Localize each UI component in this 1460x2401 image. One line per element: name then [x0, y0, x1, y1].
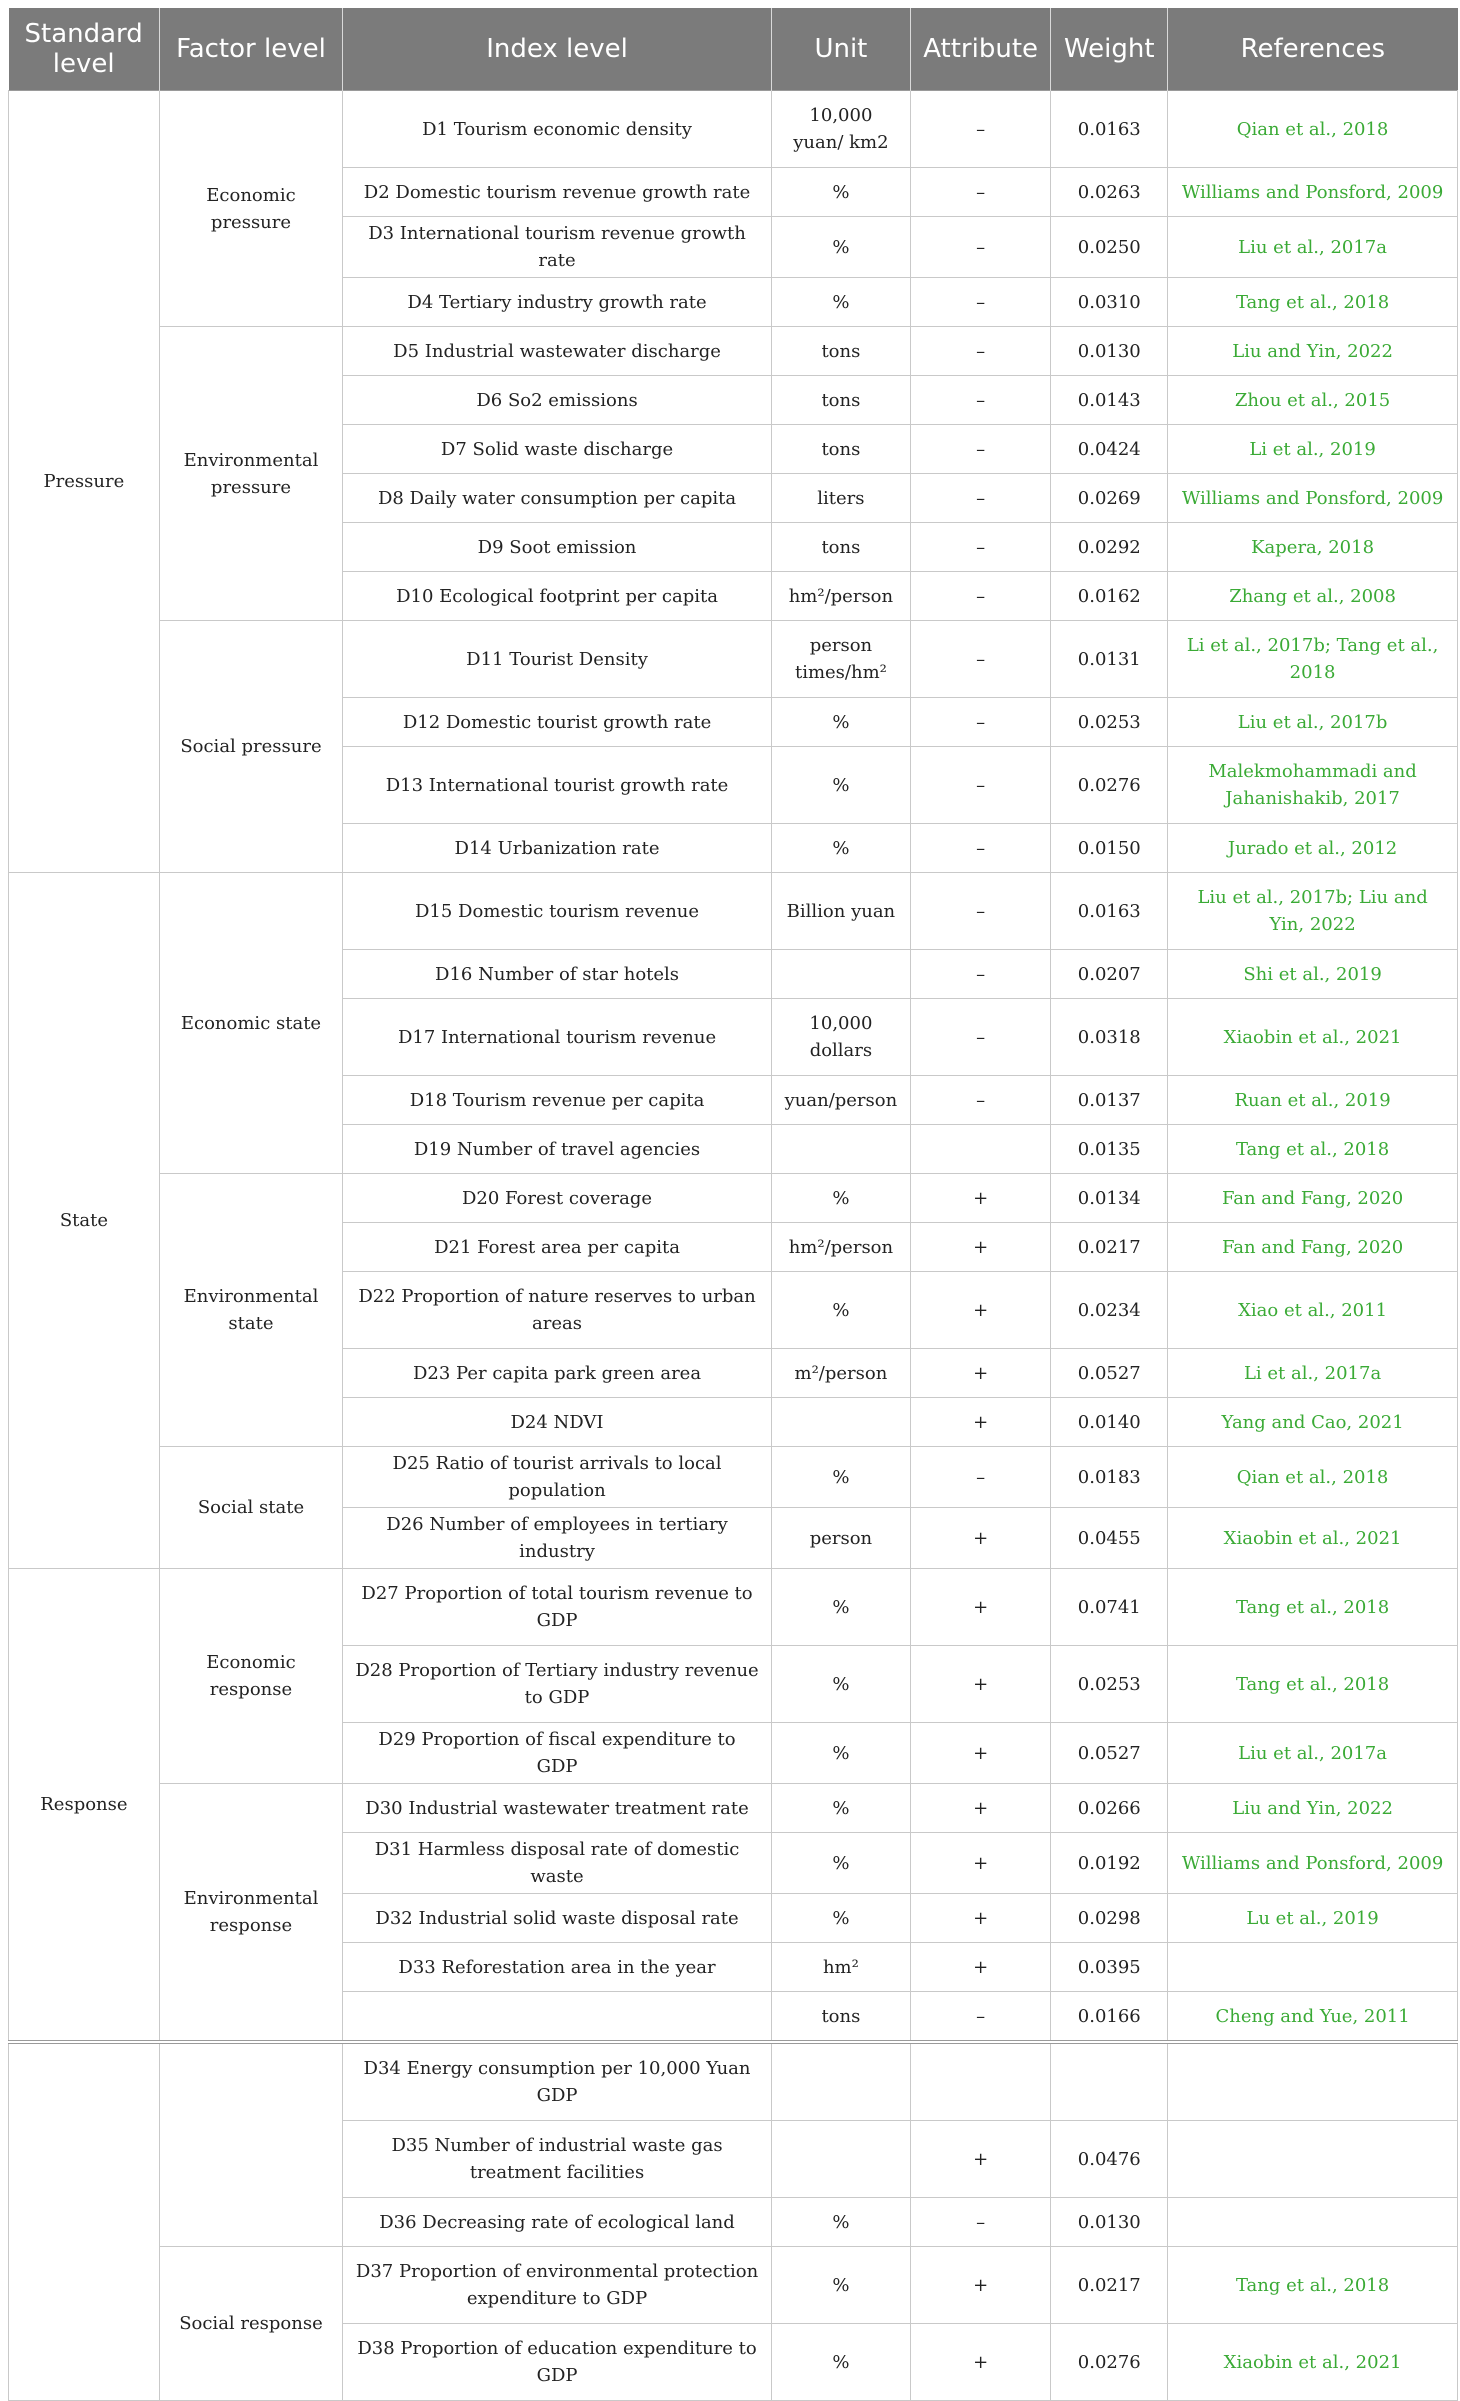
index-level-cell: D26 Number of employees in tertiary industry: [343, 1508, 772, 1569]
index-level-cell: D7 Solid waste discharge: [343, 425, 772, 474]
factor-level-cell: Economic response: [159, 1569, 342, 1784]
header-standard-level: Standard level: [9, 8, 160, 91]
index-level-cell: D12 Domestic tourist growth rate: [343, 698, 772, 747]
unit-cell: %: [771, 2247, 910, 2324]
reference-cell: Xiaobin et al., 2021: [1168, 1508, 1458, 1569]
attribute-cell: –: [910, 2198, 1050, 2247]
index-level-cell: D19 Number of travel agencies: [343, 1125, 772, 1174]
weight-cell: 0.0163: [1051, 91, 1168, 168]
unit-cell: tons: [771, 376, 910, 425]
attribute-cell: –: [910, 999, 1050, 1076]
weight-cell: 0.0131: [1051, 621, 1168, 698]
unit-cell: [771, 2121, 910, 2198]
header-row: [9, 8, 1458, 91]
factor-level-cell: Environmental state: [159, 1174, 342, 1447]
unit-cell: tons: [771, 425, 910, 474]
unit-cell: %: [771, 278, 910, 327]
unit-cell: %: [771, 2324, 910, 2401]
weight-cell: 0.0298: [1051, 1894, 1168, 1943]
reference-cell: Tang et al., 2018: [1168, 278, 1458, 327]
attribute-cell: –: [910, 621, 1050, 698]
unit-cell: %: [771, 1784, 910, 1833]
unit-cell: %: [771, 1447, 910, 1508]
standard-level-cell: Response: [9, 1569, 160, 2043]
indicator-table-container: [8, 8, 1460, 2401]
factor-level-cell: [159, 2042, 342, 2247]
index-level-cell: D15 Domestic tourism revenue: [343, 873, 772, 950]
factor-level-cell: Economic pressure: [159, 91, 342, 327]
index-level-cell: D21 Forest area per capita: [343, 1223, 772, 1272]
factor-level-cell: Environmental pressure: [159, 327, 342, 621]
unit-cell: [771, 2042, 910, 2121]
index-level-cell: D16 Number of star hotels: [343, 950, 772, 999]
unit-cell: m²/person: [771, 1349, 910, 1398]
weight-cell: 0.0741: [1051, 1569, 1168, 1646]
attribute-cell: –: [910, 327, 1050, 376]
standard-level-cell: [9, 2042, 160, 2401]
weight-cell: 0.0266: [1051, 1784, 1168, 1833]
table-row: [9, 91, 1458, 168]
weight-cell: 0.0183: [1051, 1447, 1168, 1508]
reference-cell: Xiaobin et al., 2021: [1168, 2324, 1458, 2401]
weight-cell: 0.0263: [1051, 168, 1168, 217]
attribute-cell: [910, 2042, 1050, 2121]
attribute-cell: –: [910, 474, 1050, 523]
index-level-cell: D24 NDVI: [343, 1398, 772, 1447]
index-level-cell: D38 Proportion of education expenditure to GDP: [343, 2324, 772, 2401]
index-level-cell: D22 Proportion of nature reserves to urban areas: [343, 1272, 772, 1349]
reference-cell: Jurado et al., 2012: [1168, 824, 1458, 873]
header-factor-level: Factor level: [159, 8, 342, 91]
reference-cell: Liu et al., 2017b: [1168, 698, 1458, 747]
unit-cell: [771, 1125, 910, 1174]
table-row: [9, 1447, 1458, 1508]
attribute-cell: [910, 1125, 1050, 1174]
attribute-cell: –: [910, 217, 1050, 278]
index-level-cell: D37 Proportion of environmental protection expenditure to GDP: [343, 2247, 772, 2324]
reference-cell: Liu and Yin, 2022: [1168, 1784, 1458, 1833]
unit-cell: %: [771, 698, 910, 747]
unit-cell: person times/hm²: [771, 621, 910, 698]
reference-cell: Cheng and Yue, 2011: [1168, 1992, 1458, 2043]
weight-cell: 0.0395: [1051, 1943, 1168, 1992]
unit-cell: hm²/person: [771, 1223, 910, 1272]
reference-cell: Ruan et al., 2019: [1168, 1076, 1458, 1125]
index-level-cell: D23 Per capita park green area: [343, 1349, 772, 1398]
attribute-cell: +: [910, 2121, 1050, 2198]
index-level-cell: D25 Ratio of tourist arrivals to local population: [343, 1447, 772, 1508]
factor-level-cell: Environmental response: [159, 1784, 342, 2043]
index-level-cell: D17 International tourism revenue: [343, 999, 772, 1076]
table-row: [9, 1174, 1458, 1223]
table-row: [9, 1784, 1458, 1833]
reference-cell: [1168, 2042, 1458, 2121]
header-weight: Weight: [1051, 8, 1168, 91]
reference-cell: [1168, 1943, 1458, 1992]
attribute-cell: +: [910, 2247, 1050, 2324]
index-level-cell: D31 Harmless disposal rate of domestic waste: [343, 1833, 772, 1894]
unit-cell: hm²: [771, 1943, 910, 1992]
standard-level-cell: Pressure: [9, 91, 160, 873]
unit-cell: %: [771, 2198, 910, 2247]
weight-cell: 0.0424: [1051, 425, 1168, 474]
attribute-cell: –: [910, 698, 1050, 747]
attribute-cell: –: [910, 1992, 1050, 2043]
index-level-cell: D18 Tourism revenue per capita: [343, 1076, 772, 1125]
reference-cell: Lu et al., 2019: [1168, 1894, 1458, 1943]
unit-cell: [771, 950, 910, 999]
unit-cell: %: [771, 1723, 910, 1784]
header-references: References: [1168, 8, 1458, 91]
reference-cell: Williams and Ponsford, 2009: [1168, 474, 1458, 523]
attribute-cell: +: [910, 1569, 1050, 1646]
attribute-cell: –: [910, 824, 1050, 873]
weight-cell: 0.0527: [1051, 1723, 1168, 1784]
reference-cell: Tang et al., 2018: [1168, 1125, 1458, 1174]
factor-level-cell: Economic state: [159, 873, 342, 1174]
weight-cell: 0.0137: [1051, 1076, 1168, 1125]
attribute-cell: –: [910, 278, 1050, 327]
index-level-cell: D20 Forest coverage: [343, 1174, 772, 1223]
weight-cell: 0.0250: [1051, 217, 1168, 278]
reference-cell: Liu et al., 2017a: [1168, 217, 1458, 278]
unit-cell: %: [771, 1174, 910, 1223]
attribute-cell: +: [910, 1272, 1050, 1349]
attribute-cell: –: [910, 376, 1050, 425]
reference-cell: Malekmohammadi and Jahanishakib, 2017: [1168, 747, 1458, 824]
factor-level-cell: Social state: [159, 1447, 342, 1569]
table-row: [9, 327, 1458, 376]
weight-cell: 0.0217: [1051, 1223, 1168, 1272]
reference-cell: Yang and Cao, 2021: [1168, 1398, 1458, 1447]
index-level-cell: D5 Industrial wastewater discharge: [343, 327, 772, 376]
index-level-cell: D30 Industrial wastewater treatment rate: [343, 1784, 772, 1833]
attribute-cell: +: [910, 1174, 1050, 1223]
index-level-cell: D33 Reforestation area in the year: [343, 1943, 772, 1992]
reference-cell: Zhou et al., 2015: [1168, 376, 1458, 425]
reference-cell: Liu et al., 2017b; Liu and Yin, 2022: [1168, 873, 1458, 950]
reference-cell: [1168, 2121, 1458, 2198]
reference-cell: Fan and Fang, 2020: [1168, 1223, 1458, 1272]
weight-cell: 0.0310: [1051, 278, 1168, 327]
weight-cell: 0.0276: [1051, 2324, 1168, 2401]
index-level-cell: D4 Tertiary industry growth rate: [343, 278, 772, 327]
index-level-cell: D32 Industrial solid waste disposal rate: [343, 1894, 772, 1943]
unit-cell: %: [771, 824, 910, 873]
index-level-cell: D6 So2 emissions: [343, 376, 772, 425]
weight-cell: 0.0130: [1051, 327, 1168, 376]
attribute-cell: +: [910, 1508, 1050, 1569]
factor-level-cell: Social pressure: [159, 621, 342, 873]
attribute-cell: –: [910, 747, 1050, 824]
standard-level-cell: State: [9, 873, 160, 1569]
attribute-cell: +: [910, 1894, 1050, 1943]
attribute-cell: +: [910, 1784, 1050, 1833]
index-level-cell: D1 Tourism economic density: [343, 91, 772, 168]
attribute-cell: –: [910, 1076, 1050, 1125]
unit-cell: %: [771, 747, 910, 824]
weight-cell: 0.0292: [1051, 523, 1168, 572]
table-body: [9, 91, 1458, 2401]
header-unit: Unit: [771, 8, 910, 91]
weight-cell: 0.0192: [1051, 1833, 1168, 1894]
unit-cell: person: [771, 1508, 910, 1569]
index-level-cell: [343, 1992, 772, 2043]
index-level-cell: D36 Decreasing rate of ecological land: [343, 2198, 772, 2247]
index-level-cell: D10 Ecological footprint per capita: [343, 572, 772, 621]
weight-cell: 0.0166: [1051, 1992, 1168, 2043]
reference-cell: Qian et al., 2018: [1168, 91, 1458, 168]
weight-cell: 0.0476: [1051, 2121, 1168, 2198]
attribute-cell: –: [910, 425, 1050, 474]
index-level-cell: D29 Proportion of fiscal expenditure to GDP: [343, 1723, 772, 1784]
weight-cell: 0.0253: [1051, 698, 1168, 747]
weight-cell: 0.0276: [1051, 747, 1168, 824]
attribute-cell: +: [910, 1349, 1050, 1398]
header-index-level: Index level: [343, 8, 772, 91]
unit-cell: %: [771, 1569, 910, 1646]
attribute-cell: –: [910, 168, 1050, 217]
reference-cell: Williams and Ponsford, 2009: [1168, 168, 1458, 217]
reference-cell: Liu and Yin, 2022: [1168, 327, 1458, 376]
index-level-cell: D8 Daily water consumption per capita: [343, 474, 772, 523]
index-level-cell: D14 Urbanization rate: [343, 824, 772, 873]
unit-cell: 10,000 yuan/ km2: [771, 91, 910, 168]
reference-cell: Williams and Ponsford, 2009: [1168, 1833, 1458, 1894]
table-row: [9, 2247, 1458, 2324]
table-row: [9, 1569, 1458, 1646]
weight-cell: 0.0130: [1051, 2198, 1168, 2247]
attribute-cell: –: [910, 523, 1050, 572]
weight-cell: 0.0527: [1051, 1349, 1168, 1398]
unit-cell: hm²/person: [771, 572, 910, 621]
unit-cell: 10,000 dollars: [771, 999, 910, 1076]
unit-cell: %: [771, 1646, 910, 1723]
weight-cell: 0.0318: [1051, 999, 1168, 1076]
reference-cell: Xiaobin et al., 2021: [1168, 999, 1458, 1076]
unit-cell: liters: [771, 474, 910, 523]
weight-cell: 0.0162: [1051, 572, 1168, 621]
reference-cell: Tang et al., 2018: [1168, 2247, 1458, 2324]
attribute-cell: +: [910, 1398, 1050, 1447]
attribute-cell: +: [910, 1833, 1050, 1894]
reference-cell: Kapera, 2018: [1168, 523, 1458, 572]
weight-cell: 0.0207: [1051, 950, 1168, 999]
index-level-cell: D28 Proportion of Tertiary industry revenue to GDP: [343, 1646, 772, 1723]
index-level-cell: D35 Number of industrial waste gas treatment facilities: [343, 2121, 772, 2198]
attribute-cell: +: [910, 1943, 1050, 1992]
index-level-cell: D2 Domestic tourism revenue growth rate: [343, 168, 772, 217]
unit-cell: Billion yuan: [771, 873, 910, 950]
weight-cell: 0.0135: [1051, 1125, 1168, 1174]
reference-cell: Shi et al., 2019: [1168, 950, 1458, 999]
unit-cell: %: [771, 217, 910, 278]
unit-cell: tons: [771, 327, 910, 376]
reference-cell: [1168, 2198, 1458, 2247]
unit-cell: %: [771, 1894, 910, 1943]
attribute-cell: –: [910, 873, 1050, 950]
reference-cell: Xiao et al., 2011: [1168, 1272, 1458, 1349]
reference-cell: Tang et al., 2018: [1168, 1569, 1458, 1646]
factor-level-cell: Social response: [159, 2247, 342, 2401]
table-row: [9, 621, 1458, 698]
attribute-cell: –: [910, 950, 1050, 999]
attribute-cell: –: [910, 1447, 1050, 1508]
weight-cell: 0.0150: [1051, 824, 1168, 873]
index-level-cell: D34 Energy consumption per 10,000 Yuan GDP: [343, 2042, 772, 2121]
index-level-cell: D13 International tourist growth rate: [343, 747, 772, 824]
attribute-cell: +: [910, 2324, 1050, 2401]
attribute-cell: +: [910, 1723, 1050, 1784]
unit-cell: tons: [771, 523, 910, 572]
weight-cell: 0.0269: [1051, 474, 1168, 523]
weight-cell: 0.0163: [1051, 873, 1168, 950]
table-row: [9, 873, 1458, 950]
table-row: [9, 2042, 1458, 2121]
unit-cell: [771, 1398, 910, 1447]
unit-cell: %: [771, 168, 910, 217]
index-level-cell: D9 Soot emission: [343, 523, 772, 572]
unit-cell: %: [771, 1272, 910, 1349]
reference-cell: Fan and Fang, 2020: [1168, 1174, 1458, 1223]
reference-cell: Li et al., 2019: [1168, 425, 1458, 474]
header-attribute: Attribute: [910, 8, 1050, 91]
index-level-cell: D11 Tourist Density: [343, 621, 772, 698]
reference-cell: Zhang et al., 2008: [1168, 572, 1458, 621]
unit-cell: %: [771, 1833, 910, 1894]
weight-cell: [1051, 2042, 1168, 2121]
indicator-table: [8, 8, 1458, 2401]
reference-cell: Li et al., 2017b; Tang et al., 2018: [1168, 621, 1458, 698]
attribute-cell: +: [910, 1223, 1050, 1272]
reference-cell: Tang et al., 2018: [1168, 1646, 1458, 1723]
attribute-cell: –: [910, 91, 1050, 168]
weight-cell: 0.0253: [1051, 1646, 1168, 1723]
weight-cell: 0.0134: [1051, 1174, 1168, 1223]
weight-cell: 0.0140: [1051, 1398, 1168, 1447]
weight-cell: 0.0234: [1051, 1272, 1168, 1349]
weight-cell: 0.0217: [1051, 2247, 1168, 2324]
index-level-cell: D27 Proportion of total tourism revenue to GDP: [343, 1569, 772, 1646]
unit-cell: yuan/person: [771, 1076, 910, 1125]
attribute-cell: –: [910, 572, 1050, 621]
weight-cell: 0.0143: [1051, 376, 1168, 425]
unit-cell: tons: [771, 1992, 910, 2043]
index-level-cell: D3 International tourism revenue growth rate: [343, 217, 772, 278]
reference-cell: Qian et al., 2018: [1168, 1447, 1458, 1508]
reference-cell: Liu et al., 2017a: [1168, 1723, 1458, 1784]
weight-cell: 0.0455: [1051, 1508, 1168, 1569]
reference-cell: Li et al., 2017a: [1168, 1349, 1458, 1398]
attribute-cell: +: [910, 1646, 1050, 1723]
